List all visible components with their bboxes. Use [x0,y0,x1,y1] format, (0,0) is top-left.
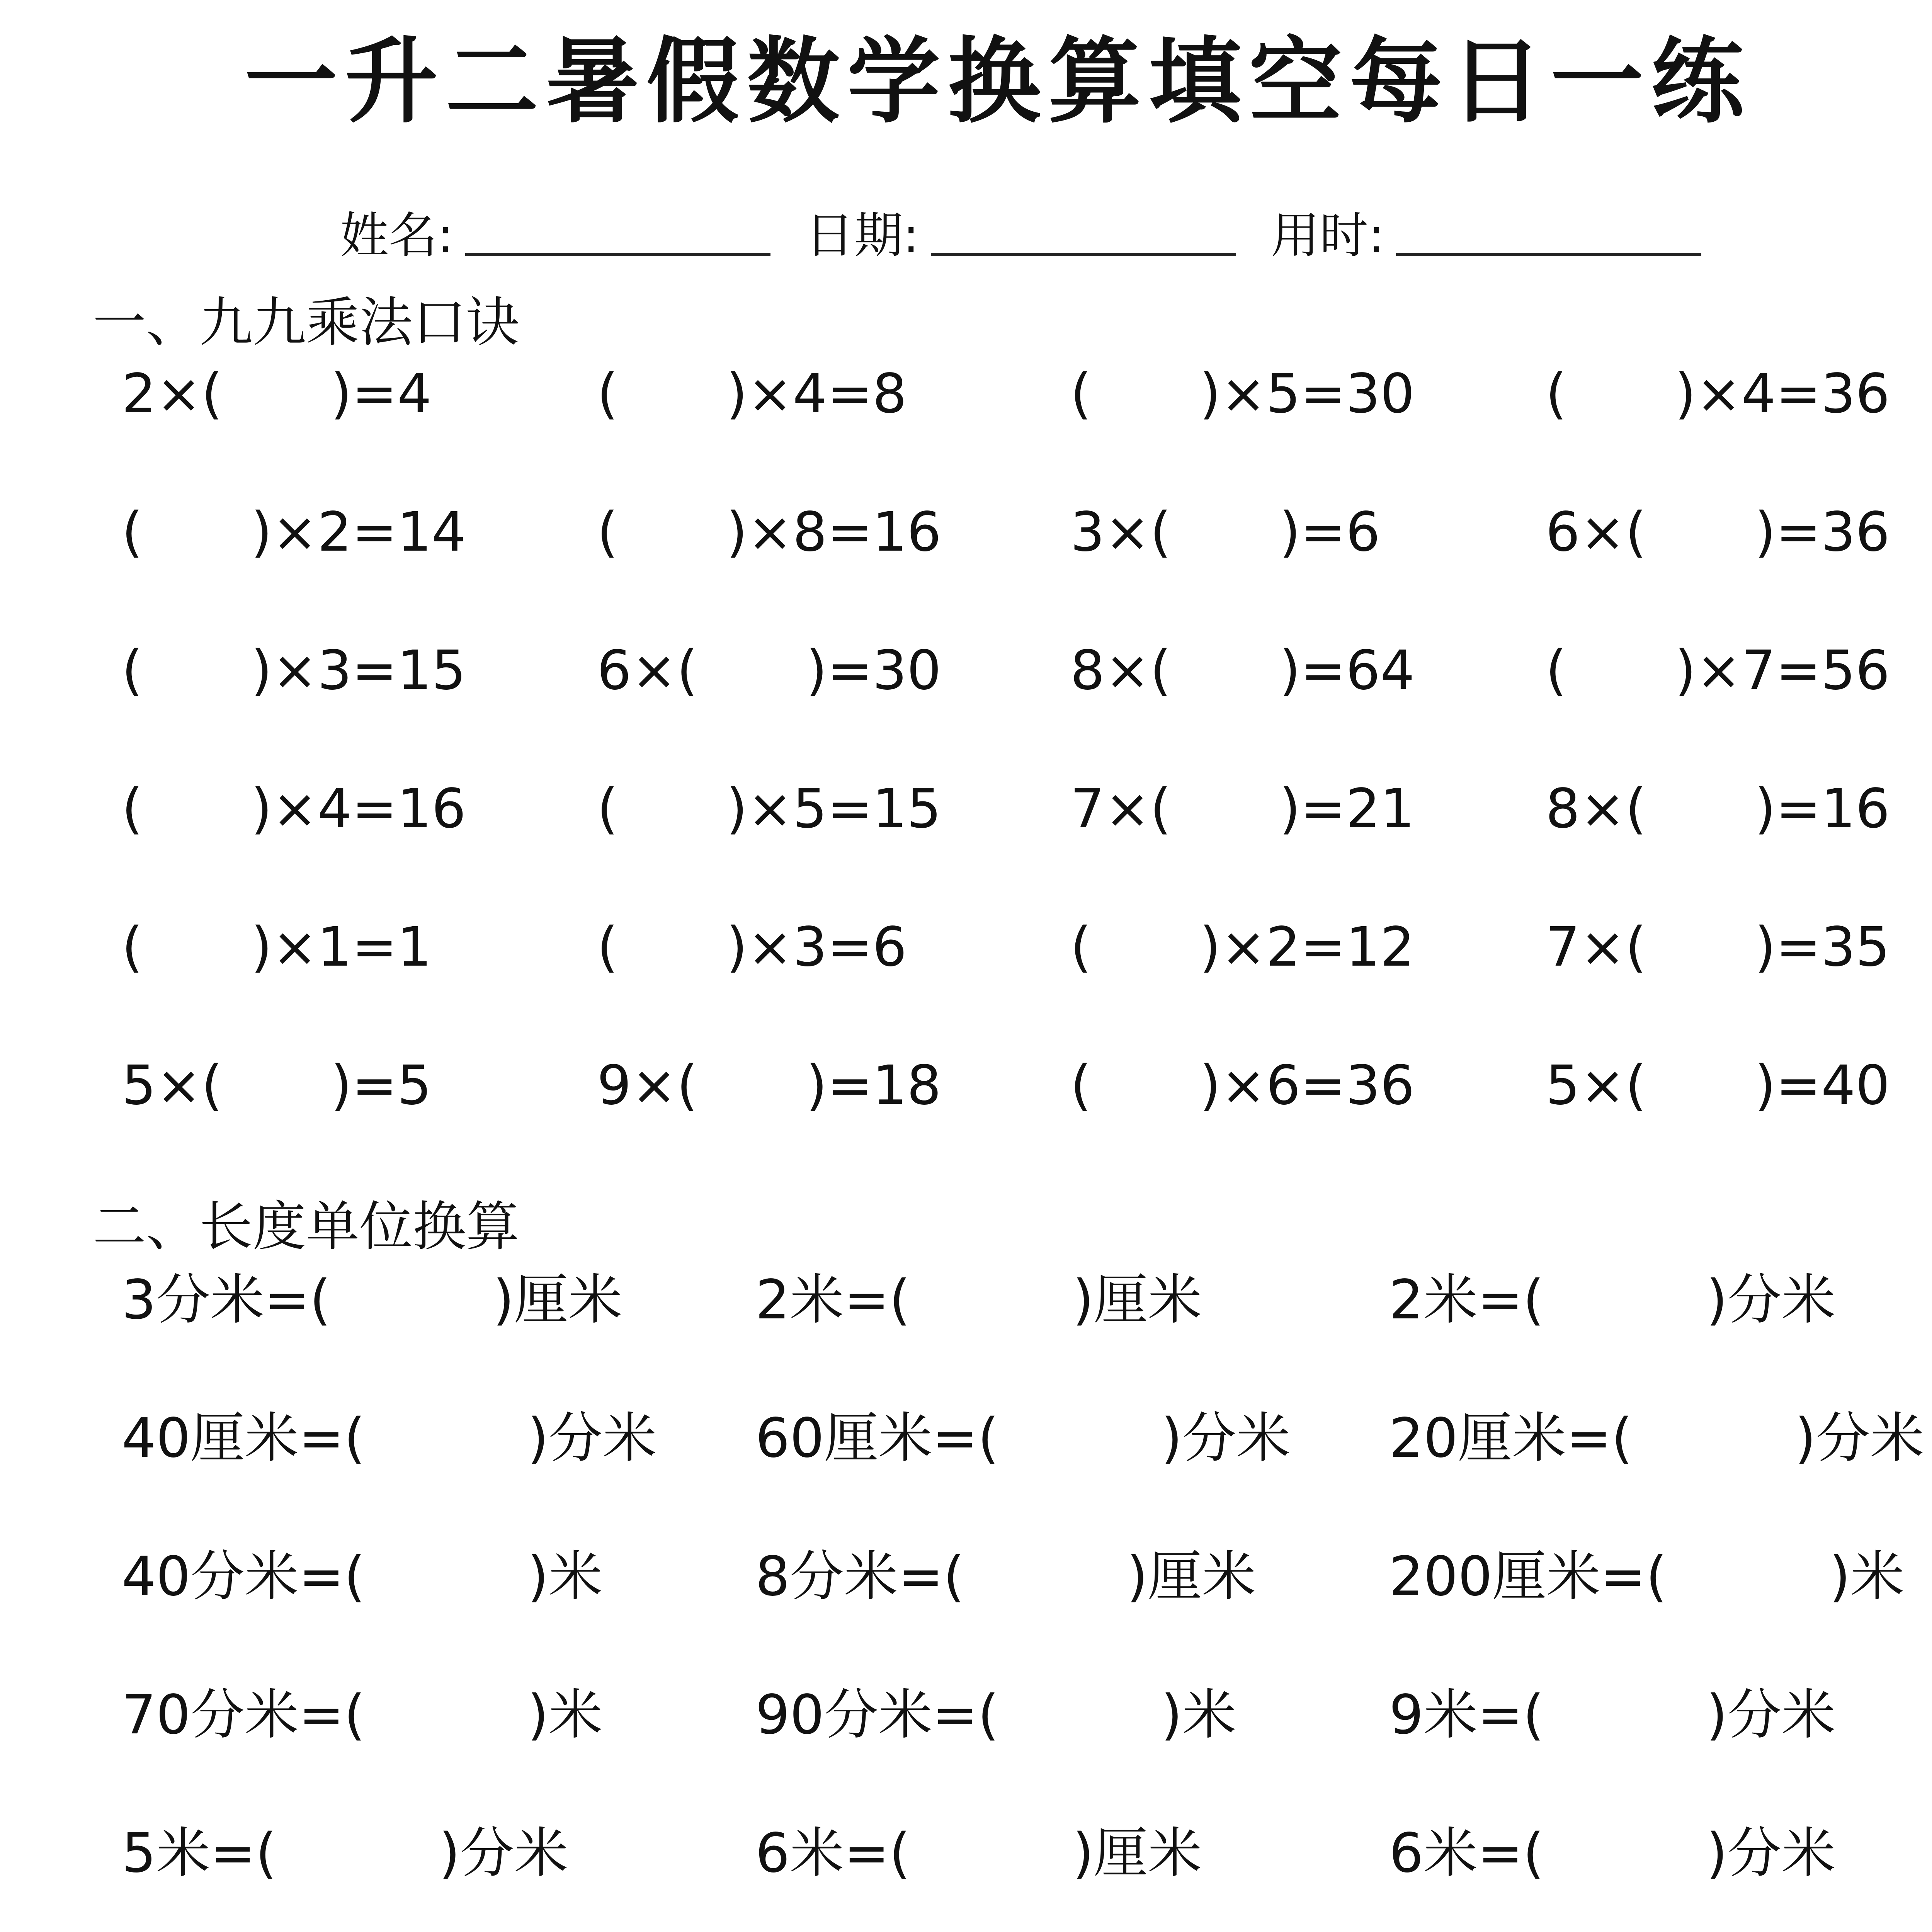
question: ( )×1=1 [122,916,432,979]
question: 2米=( )分米 [1389,1269,1836,1332]
page-title: 一升二暑假数学换算填空每日一练 [244,27,1752,136]
time-label: 用时: [1271,207,1385,264]
question: 60厘米=( )分米 [755,1407,1291,1470]
question: 6×( )=36 [1546,501,1890,564]
question: ( )×8=16 [597,501,942,564]
question: 5米=( )分米 [122,1822,568,1885]
question: ( )×4=16 [122,777,466,840]
question-row [0,494,1932,571]
question: ( )×3=6 [597,916,907,979]
question: 6米=( )厘米 [755,1822,1202,1885]
question: 8×( )=16 [1546,777,1890,840]
question: 40分米=( )米 [122,1545,603,1608]
time-blank [1396,206,1701,256]
question: ( )×5=15 [597,777,942,840]
question-row [0,1047,1932,1124]
question: ( )×7=56 [1546,639,1890,702]
question: 9米=( )分米 [1389,1684,1836,1747]
question: 9×( )=18 [597,1054,942,1117]
question: 3分米=( )厘米 [122,1269,622,1332]
question-row [0,1815,1932,1892]
question: 7×( )=21 [1070,777,1415,840]
question: 200厘米=( )米 [1389,1545,1905,1608]
question-row [0,770,1932,848]
question-row [0,909,1932,986]
question-row [0,1400,1932,1477]
question: 6米=( )分米 [1389,1822,1836,1885]
question: 70分米=( )米 [122,1684,603,1747]
question: 8×( )=64 [1070,639,1415,702]
question-row [0,1538,1932,1616]
question: 40厘米=( )分米 [122,1407,657,1470]
question: ( )×6=36 [1070,1054,1415,1117]
name-blank [465,206,770,256]
question: ( )×2=14 [122,501,466,564]
question: 2米=( )厘米 [755,1269,1202,1332]
question-row [0,1677,1932,1754]
student-info-line [340,197,1721,274]
section-title-multiplication: 一、九九乘法口诀 [93,291,520,354]
question: ( )×5=30 [1070,362,1415,425]
date-label: 日期: [805,207,919,264]
section-title-length-units: 二、长度单位换算 [93,1196,520,1258]
question: 3×( )=6 [1070,501,1380,564]
question: 20厘米=( )分米 [1389,1407,1924,1470]
question: 5×( )=5 [122,1054,432,1117]
question: 2×( )=4 [122,362,432,425]
question: ( )×3=15 [122,639,466,702]
question: 7×( )=35 [1546,916,1890,979]
name-label: 姓名: [340,207,454,264]
question: 5×( )=40 [1546,1054,1890,1117]
question: 90分米=( )米 [755,1684,1236,1747]
question: 8分米=( )厘米 [755,1545,1256,1608]
question-row [0,632,1932,709]
question: ( )×4=8 [597,362,907,425]
question-row [0,1262,1932,1339]
date-blank [931,206,1236,256]
question: 6×( )=30 [597,639,942,702]
question: ( )×4=36 [1546,362,1890,425]
question: ( )×2=12 [1070,916,1415,979]
question-row [0,355,1932,433]
